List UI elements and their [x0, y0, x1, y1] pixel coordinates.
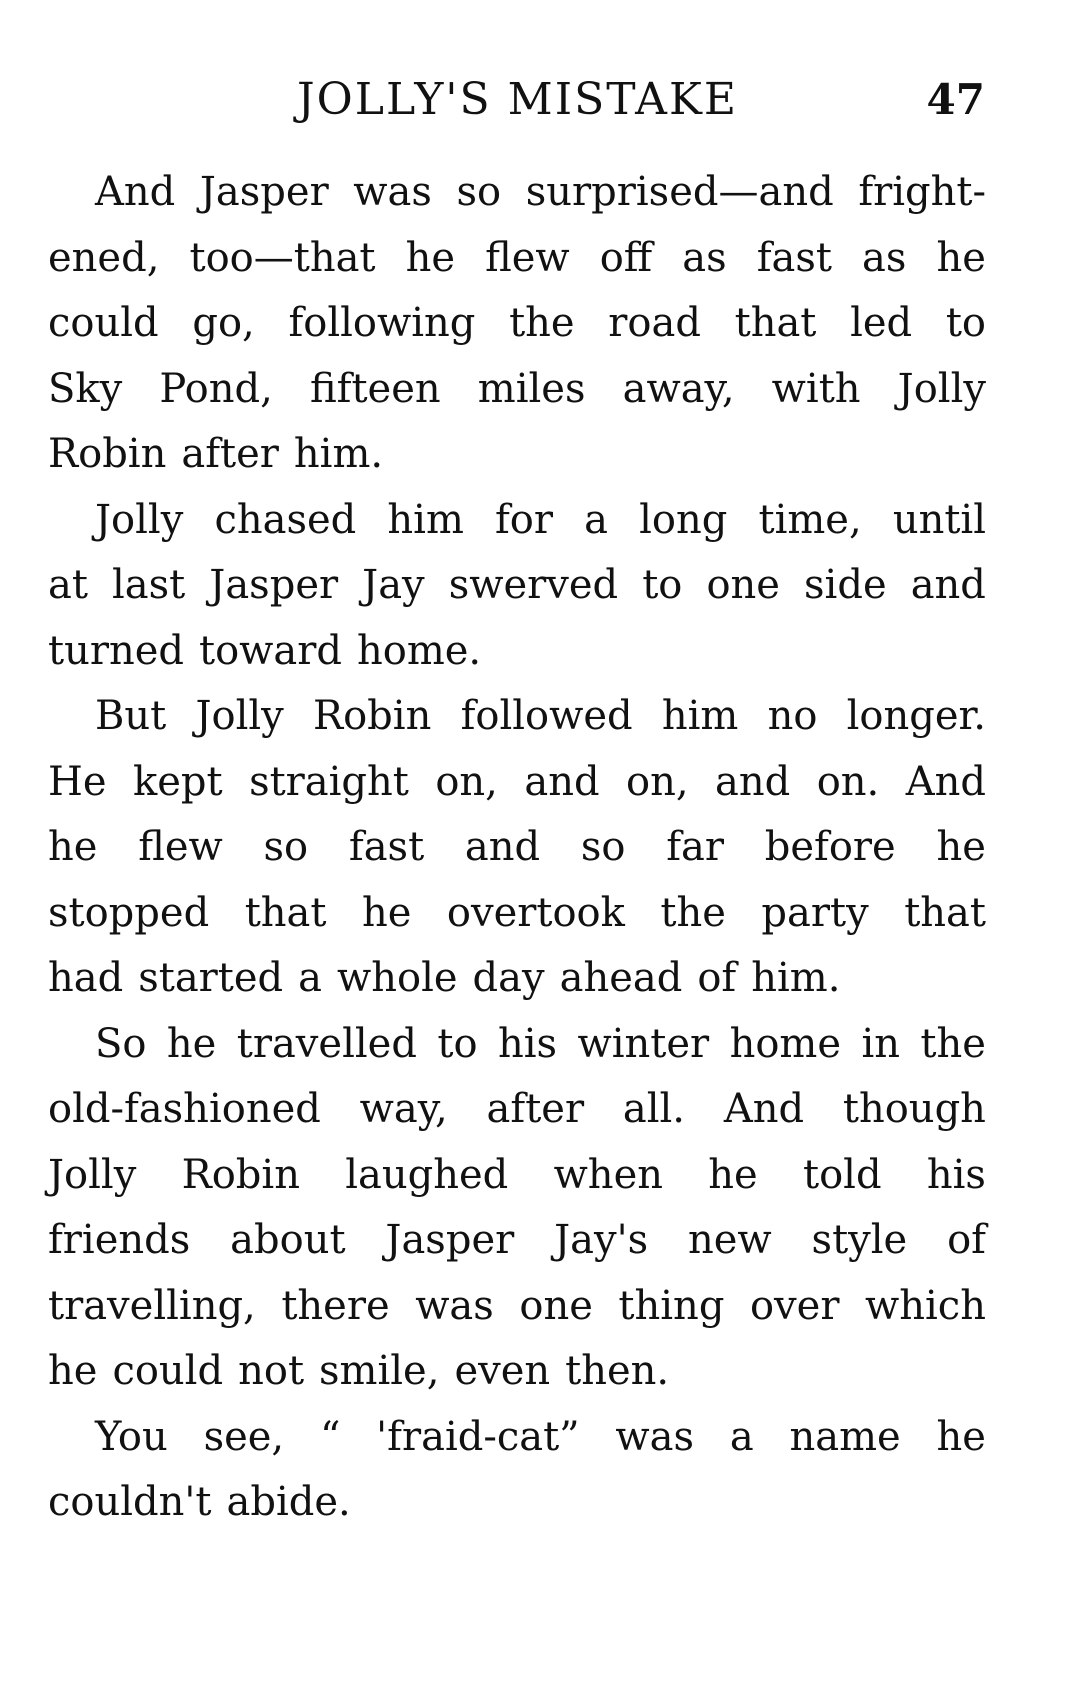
- text-line: couldn't abide.: [48, 1479, 351, 1525]
- text-line: And Jasper was so surprised—and fright-: [95, 169, 986, 215]
- paragraph: [48, 488, 986, 685]
- text-line: old-fashioned way, after all. And though: [48, 1086, 986, 1132]
- text-line: Jolly chased him for a long time, until: [95, 496, 986, 543]
- paragraph: [48, 684, 986, 1012]
- text-line: had started a whole day ahead of him.: [48, 955, 841, 1001]
- body-text: [48, 160, 986, 1536]
- text-line: But Jolly Robin followed him no longer.: [95, 693, 986, 739]
- paragraph: [48, 1405, 986, 1536]
- running-title: JOLLY'S MISTAKE: [297, 74, 738, 125]
- text-line: Jolly Robin laughed when he told his: [48, 1151, 986, 1198]
- text-line: Robin after him.: [48, 431, 384, 477]
- text-line: friends about Jasper Jay's new style of: [48, 1217, 986, 1263]
- text-line: stopped that he overtook the party that: [48, 889, 986, 936]
- text-line: turned toward home.: [48, 627, 482, 674]
- page-number: 47: [926, 75, 985, 124]
- paragraph: [48, 1012, 986, 1405]
- text-line: he flew so fast and so far before he: [48, 824, 986, 870]
- text-line: at last Jasper Jay swerved to one side and: [48, 562, 986, 608]
- running-head: [50, 70, 985, 130]
- text-line: he could not smile, even then.: [48, 1348, 670, 1394]
- text-line: Sky Pond, fifteen miles away, with Jolly: [48, 365, 986, 412]
- text-line: could go, following the road that led to: [48, 300, 986, 346]
- text-line: He kept straight on, and on, and on. And: [48, 758, 986, 805]
- text-line: You see, “ 'fraid-cat” was a name he: [95, 1413, 986, 1460]
- paragraph: [48, 160, 986, 488]
- text-line: So he travelled to his winter home in the: [95, 1020, 986, 1067]
- text-line: ened, too—that he flew off as fast as he: [48, 234, 986, 281]
- text-line: travelling, there was one thing over which: [48, 1282, 986, 1329]
